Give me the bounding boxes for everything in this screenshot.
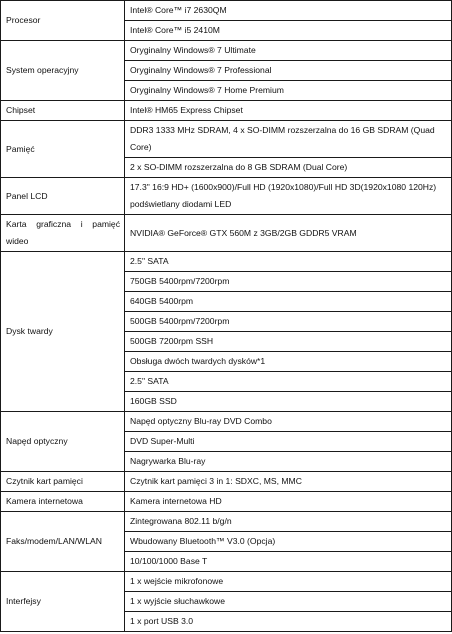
spec-value: Czytnik kart pamięci 3 in 1: SDXC, MS, MMC [125, 472, 452, 492]
spec-value: Oryginalny Windows® 7 Ultimate [125, 41, 452, 61]
spec-value: DVD Super-Multi [125, 432, 452, 452]
spec-row-chipset [1, 101, 452, 121]
spec-row-hdd [1, 252, 452, 272]
spec-label-interfaces: Interfejsy [1, 572, 125, 632]
spec-value: 640GB 5400rpm [125, 292, 452, 312]
spec-value: Nagrywarka Blu-ray [125, 452, 452, 472]
spec-value: NVIDIA® GeForce® GTX 560M z 3GB/2GB GDDR5 VRAM [125, 215, 452, 252]
spec-label-optical: Napęd optyczny [1, 412, 125, 472]
spec-label-memory: Pamięć [1, 121, 125, 178]
spec-value: Zintegrowana 802.11 b/g/n [125, 512, 452, 532]
spec-row-os [1, 41, 452, 61]
spec-label-graphics: Karta graficzna i pamięć wideo [1, 215, 125, 252]
spec-value: 2.5" SATA [125, 252, 452, 272]
spec-row-lcd [1, 178, 452, 215]
spec-value: Oryginalny Windows® 7 Home Premium [125, 81, 452, 101]
spec-value: 750GB 5400rpm/7200rpm [125, 272, 452, 292]
spec-label-processor: Procesor [1, 1, 125, 41]
spec-value: DDR3 1333 MHz SDRAM, 4 x SO-DIMM rozszerzalna do 16 GB SDRAM (Quad Core) [125, 121, 452, 158]
spec-value: Napęd optyczny Blu-ray DVD Combo [125, 412, 452, 432]
spec-label-hdd: Dysk twardy [1, 252, 125, 412]
spec-value: 1 x port USB 3.0 [125, 612, 452, 632]
spec-row-interfaces [1, 572, 452, 592]
spec-value: Kamera internetowa HD [125, 492, 452, 512]
spec-value: 1 x wejście mikrofonowe [125, 572, 452, 592]
spec-label-webcam: Kamera internetowa [1, 492, 125, 512]
spec-row-graphics [1, 215, 452, 252]
spec-value: 500GB 7200rpm SSH [125, 332, 452, 352]
spec-value: Oryginalny Windows® 7 Professional [125, 61, 452, 81]
spec-row-webcam [1, 492, 452, 512]
spec-value: 2 x SO-DIMM rozszerzalna do 8 GB SDRAM (Dual Core) [125, 158, 452, 178]
spec-label-network: Faks/modem/LAN/WLAN [1, 512, 125, 572]
spec-row-optical [1, 412, 452, 432]
spec-value: Obsługa dwóch twardych dysków*1 [125, 352, 452, 372]
spec-row-network [1, 512, 452, 532]
spec-label-lcd: Panel LCD [1, 178, 125, 215]
spec-label-os: System operacyjny [1, 41, 125, 101]
spec-row-card-reader [1, 472, 452, 492]
spec-value: 17.3" 16:9 HD+ (1600x900)/Full HD (1920x1080)/Full HD 3D(1920x1080 120Hz) podświetlany diodami LED [125, 178, 452, 215]
spec-row-memory [1, 121, 452, 158]
spec-row-processor [1, 1, 452, 21]
spec-label-card-reader: Czytnik kart pamięci [1, 472, 125, 492]
spec-value: Intel® Core™ i5 2410M [125, 21, 452, 41]
spec-value: Wbudowany Bluetooth™ V3.0 (Opcja) [125, 532, 452, 552]
spec-value: 160GB SSD [125, 392, 452, 412]
spec-value: 1 x wyjście słuchawkowe [125, 592, 452, 612]
spec-value: 10/100/1000 Base T [125, 552, 452, 572]
spec-label-chipset: Chipset [1, 101, 125, 121]
spec-value: 2.5" SATA [125, 372, 452, 392]
spec-value: Intel® Core™ i7 2630QM [125, 1, 452, 21]
spec-value: 500GB 5400rpm/7200rpm [125, 312, 452, 332]
spec-value: Intel® HM65 Express Chipset [125, 101, 452, 121]
